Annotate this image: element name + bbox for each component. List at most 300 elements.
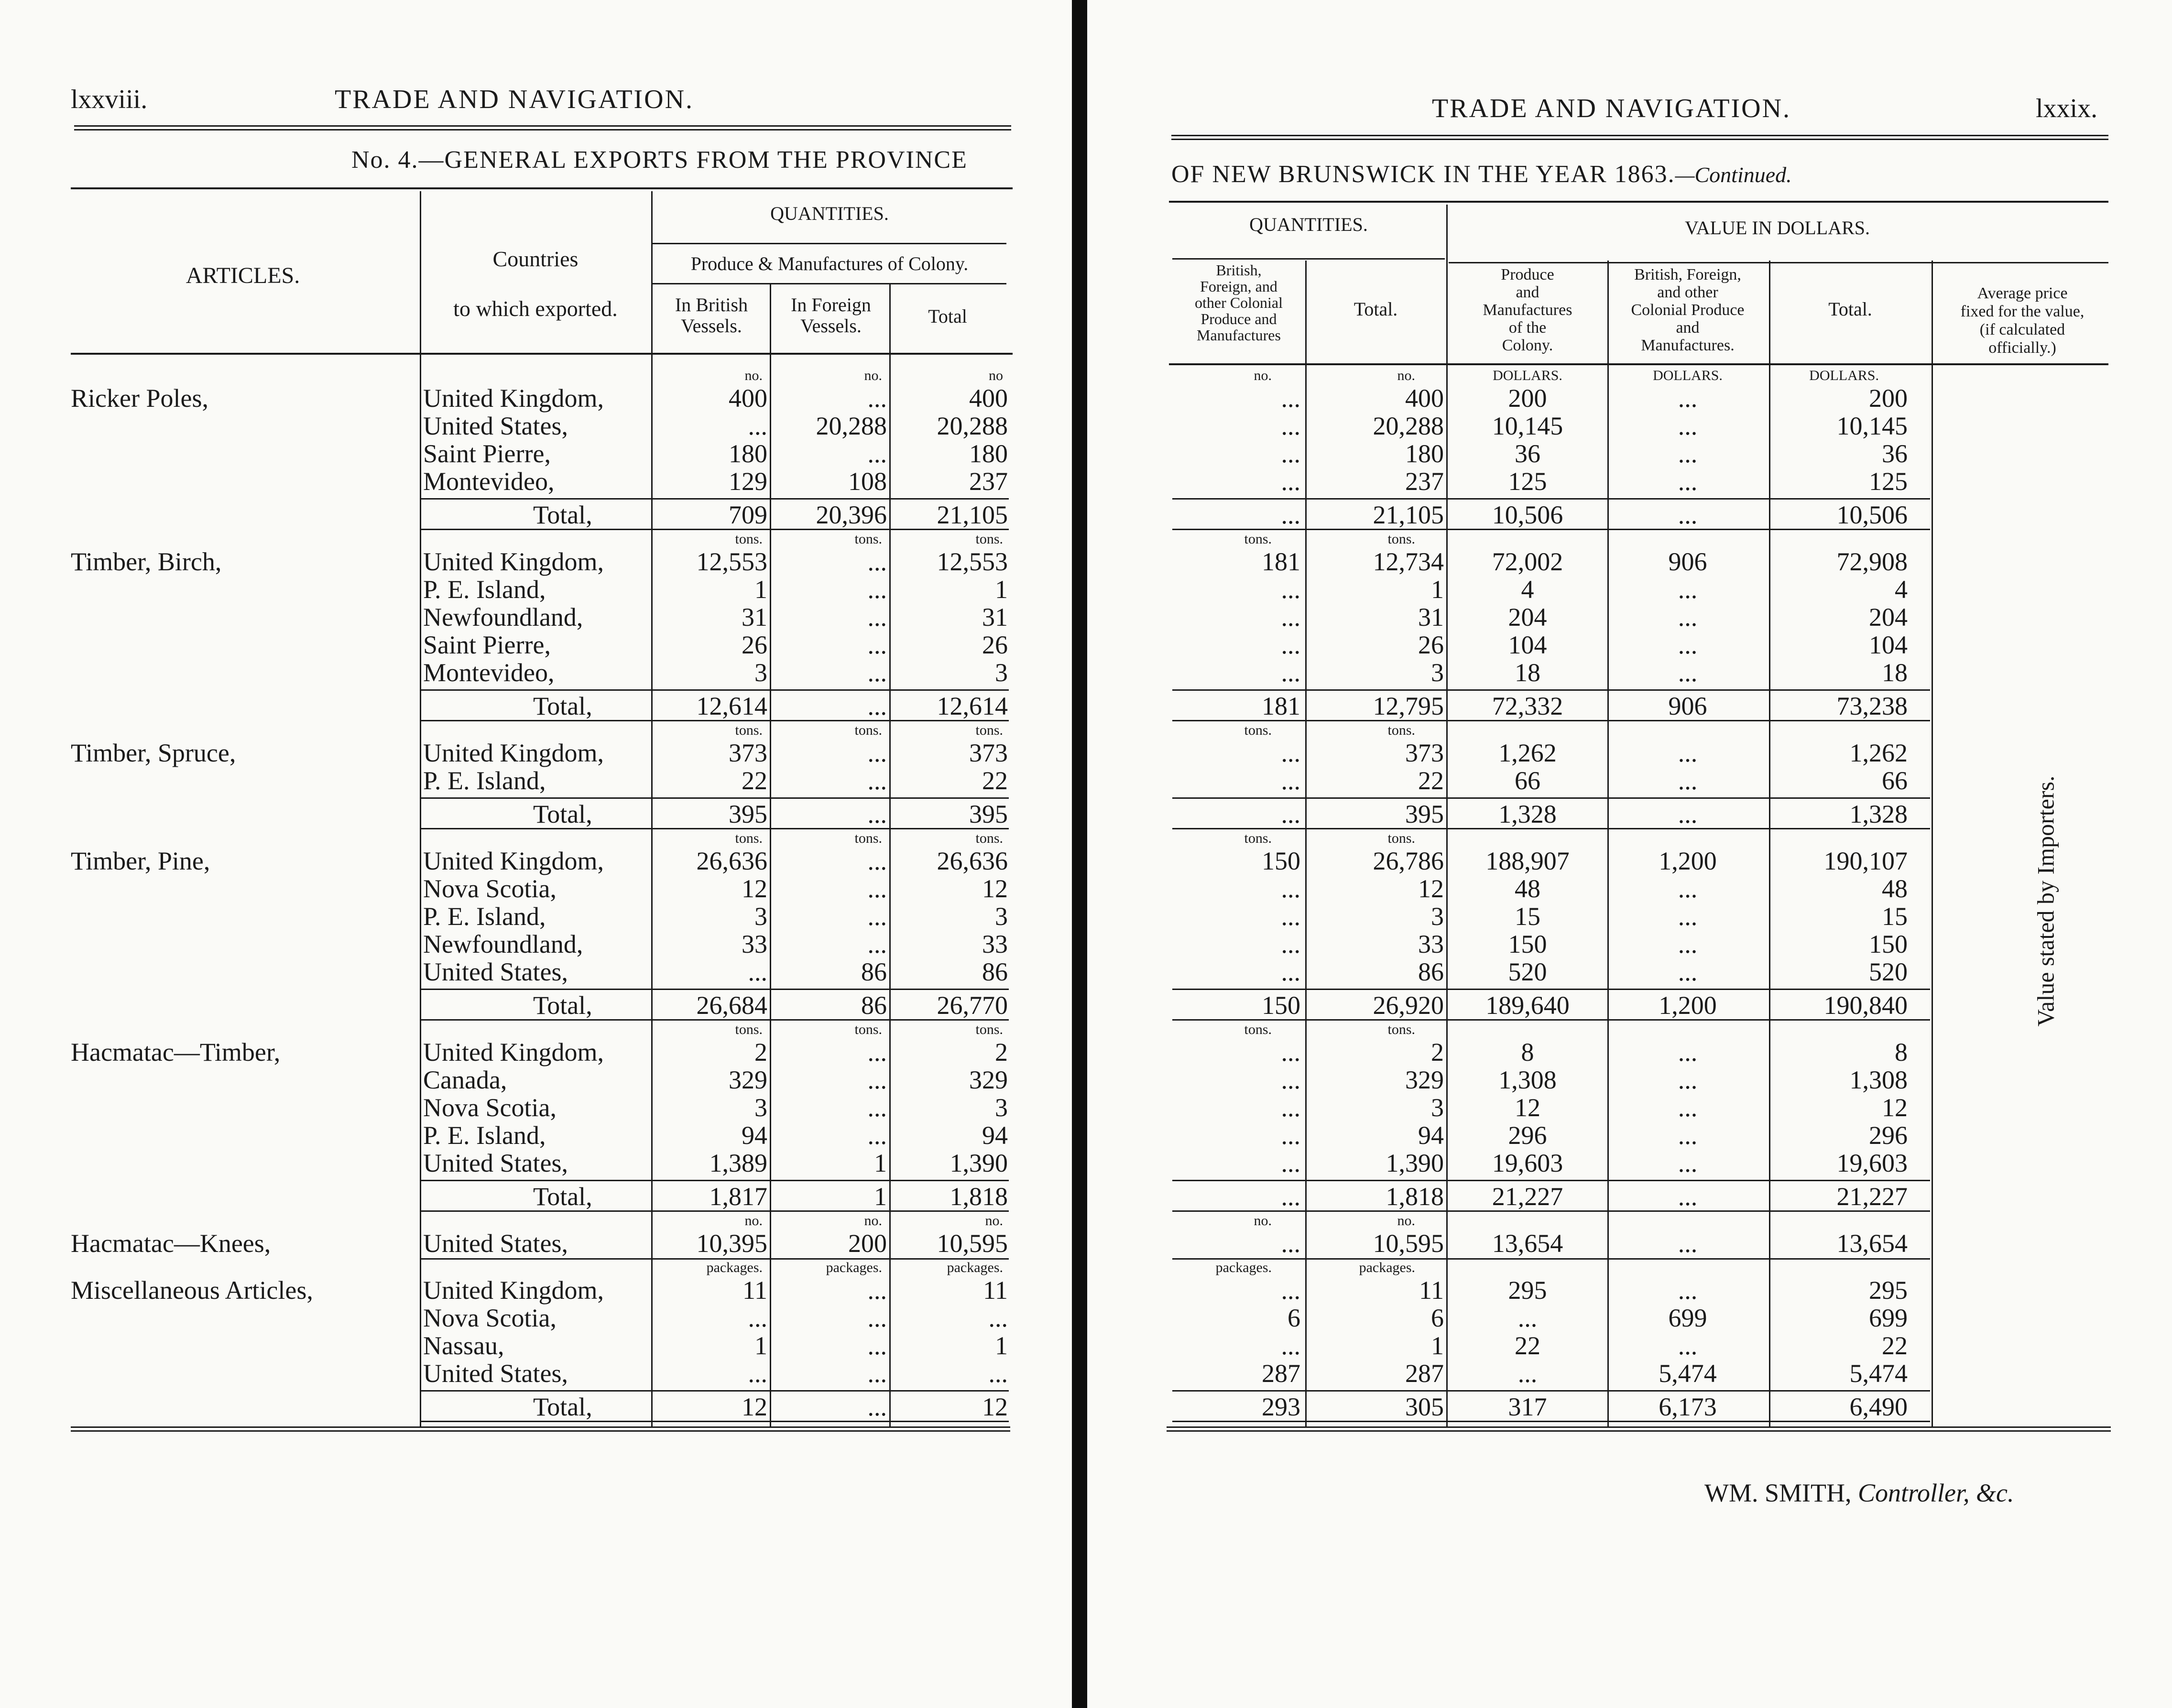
- total-value-cell: 66: [1882, 766, 1908, 795]
- total-rule-right: [1172, 1390, 1930, 1392]
- bfo-value-cell: ...: [1678, 631, 1698, 659]
- unit-right-tq: tons.: [1387, 830, 1415, 846]
- bfo-value-cell: ...: [1678, 902, 1698, 931]
- bfo-value-total: ...: [1678, 1182, 1698, 1211]
- bf-cell: 150: [1262, 847, 1300, 875]
- foreign-cell: ...: [867, 766, 887, 795]
- foreign-cell: ...: [867, 547, 887, 576]
- total-rule-bottom-right: [1172, 1210, 1930, 1212]
- foreign-total: ...: [867, 692, 887, 720]
- total-q-cell: 12: [1418, 874, 1444, 903]
- total-q-cell: 6: [1431, 1304, 1444, 1332]
- bfo-value-cell: ...: [1678, 1121, 1698, 1150]
- total-label: Total,: [533, 692, 592, 720]
- country-cell: Canada,: [423, 1066, 507, 1094]
- unit-left-total: no.: [985, 1213, 1003, 1229]
- total-value-cell: 125: [1869, 467, 1908, 496]
- total-q-cell: 86: [1418, 957, 1444, 986]
- british-total: 709: [729, 500, 767, 529]
- foreign-cell: ...: [867, 631, 887, 659]
- total-cell: 329: [969, 1066, 1008, 1094]
- caption-right-text: OF NEW BRUNSWICK IN THE YEAR 1863.: [1171, 161, 1675, 188]
- total-q-cell: 373: [1405, 739, 1444, 767]
- unit-left-total: no: [989, 368, 1003, 383]
- total-cell: 26: [982, 631, 1008, 659]
- total-q-cell: 31: [1418, 603, 1444, 631]
- bf-cell: ...: [1281, 1276, 1300, 1305]
- total-rule-right: [1172, 498, 1930, 500]
- bfo-value-cell: ...: [1678, 1093, 1698, 1122]
- total-rule-bottom-left: [421, 1210, 1009, 1212]
- produce-value-cell: ...: [1517, 1304, 1538, 1332]
- header-quantities-right: QUANTITIES.: [1249, 214, 1368, 235]
- total-cell: 94: [982, 1121, 1008, 1150]
- total-q-cell: 12,734: [1373, 547, 1444, 576]
- total-label: Total,: [533, 500, 592, 529]
- british-cell: 26: [742, 631, 767, 659]
- total-value-cell: 520: [1869, 957, 1908, 986]
- bf-cell: ...: [1281, 384, 1300, 413]
- british-total: 12: [742, 1393, 767, 1421]
- foreign-cell: ...: [867, 1093, 887, 1122]
- british-cell: 2: [754, 1038, 767, 1066]
- bf-total: 150: [1262, 991, 1300, 1020]
- bfo-value-cell: 906: [1668, 547, 1707, 576]
- unit-left-total: tons.: [975, 531, 1003, 547]
- total-value-total: 73,238: [1836, 692, 1908, 720]
- country-cell: Nova Scotia,: [423, 874, 557, 903]
- foreign-cell: 20,288: [816, 412, 887, 440]
- british-cell: 373: [729, 739, 767, 767]
- british-cell: 11: [742, 1276, 767, 1305]
- column-rule-right-2: [1607, 261, 1609, 1426]
- total-cell: 26,636: [937, 847, 1008, 875]
- header-produce-r-l4: of the: [1508, 319, 1547, 337]
- country-cell: United States,: [423, 1359, 568, 1388]
- unit-left-british: tons.: [735, 722, 763, 738]
- article-name: Timber, Spruce,: [71, 739, 236, 767]
- bf-cell: ...: [1281, 1229, 1300, 1258]
- produce-value-cell: 13,654: [1492, 1229, 1563, 1258]
- caption-left: No. 4.—GENERAL EXPORTS FROM THE PROVINCE: [351, 146, 968, 174]
- bf-cell: ...: [1281, 930, 1300, 958]
- total-rule-bottom-left: [421, 828, 1009, 829]
- unit-left-total: tons.: [975, 830, 1003, 846]
- foreign-total: ...: [867, 1393, 887, 1421]
- total-rule-right: [1172, 1180, 1930, 1181]
- total-cell: 1: [995, 1331, 1008, 1360]
- total-cell: ...: [988, 1359, 1008, 1388]
- bf-cell: ...: [1281, 1149, 1300, 1177]
- total-q-cell: 3: [1431, 1093, 1444, 1122]
- total-q-cell: 11: [1419, 1276, 1444, 1305]
- country-cell: Nassau,: [423, 1331, 504, 1360]
- british-cell: 10,395: [696, 1229, 767, 1258]
- header-avg-l2: fixed for the value,: [1960, 303, 2085, 320]
- bfo-value-total: 6,173: [1659, 1393, 1717, 1421]
- british-cell: 1: [754, 575, 767, 604]
- total-q-cell: 3: [1431, 902, 1444, 931]
- header-foreign-l1: In Foreign: [791, 294, 871, 315]
- produce-value-cell: 22: [1515, 1331, 1540, 1360]
- table-top-rule-right: [1169, 201, 2108, 203]
- grand-total: 395: [969, 800, 1008, 828]
- article-name: Miscellaneous Articles,: [71, 1276, 313, 1305]
- header-total-v: Total.: [1828, 298, 1872, 320]
- produce-value-cell: 204: [1508, 603, 1547, 631]
- british-cell: 329: [729, 1066, 767, 1094]
- unit-left-foreign: tons.: [854, 830, 882, 846]
- produce-value-cell: 104: [1508, 631, 1547, 659]
- header-countries-l2: to which exported.: [453, 296, 618, 321]
- unit-right-bf: packages.: [1215, 1260, 1272, 1275]
- column-rule-left-0: [420, 191, 421, 1426]
- country-cell: United Kingdom,: [423, 847, 604, 875]
- bfo-value-cell: 1,200: [1659, 847, 1717, 875]
- total-cell: 1,390: [950, 1149, 1008, 1177]
- produce-value-cell: 150: [1508, 930, 1547, 958]
- total-value-cell: 204: [1869, 603, 1908, 631]
- country-cell: Newfoundland,: [423, 603, 583, 631]
- british-cell: 12: [742, 874, 767, 903]
- british-cell: 33: [742, 930, 767, 958]
- total-value-total: 21,227: [1836, 1182, 1908, 1211]
- running-head-left: TRADE AND NAVIGATION.: [335, 85, 694, 114]
- total-q-cell: 94: [1418, 1121, 1444, 1150]
- bf-cell: ...: [1281, 1121, 1300, 1150]
- total-rule-left: [421, 689, 1009, 691]
- table-end-rule-left: [71, 1426, 1010, 1432]
- total-rule-right: [1172, 689, 1930, 691]
- produce-value-cell: 200: [1508, 384, 1547, 413]
- header-avg-l3: (if calculated: [1979, 321, 2065, 338]
- total-rule-bottom-right: [1172, 529, 1930, 530]
- bf-cell: ...: [1281, 902, 1300, 931]
- caption-continued: —Continued.: [1675, 163, 1792, 187]
- produce-value-cell: 8: [1521, 1038, 1534, 1066]
- produce-value-cell: 1,262: [1498, 739, 1557, 767]
- bf-cell: ...: [1281, 467, 1300, 496]
- bf-cell: 181: [1262, 547, 1300, 576]
- bfo-value-total: ...: [1678, 800, 1698, 828]
- total-q-cell: 287: [1405, 1359, 1444, 1388]
- total-value-cell: 48: [1882, 874, 1908, 903]
- side-note: Value stated by Importers.: [2032, 775, 2059, 1027]
- british-cell: ...: [748, 1359, 767, 1388]
- foreign-cell: ...: [867, 1331, 887, 1360]
- table-top-rule-left: [71, 187, 1013, 189]
- british-cell: 31: [742, 603, 767, 631]
- bf-total: 293: [1262, 1393, 1300, 1421]
- country-cell: Newfoundland,: [423, 930, 583, 958]
- grand-total: 21,105: [937, 500, 1008, 529]
- unit-right-tq: tons.: [1387, 531, 1415, 547]
- total-q-cell: 180: [1405, 439, 1444, 468]
- country-cell: United Kingdom,: [423, 739, 604, 767]
- bfo-value-cell: ...: [1678, 384, 1698, 413]
- total-cell: 12: [982, 874, 1008, 903]
- foreign-cell: 108: [848, 467, 887, 496]
- produce-value-cell: 125: [1508, 467, 1547, 496]
- header-bfo-l5: Manufactures.: [1641, 337, 1735, 354]
- produce-value-cell: 4: [1521, 575, 1534, 604]
- unit-right-bf: no.: [1254, 368, 1272, 383]
- total-rule-bottom-left: [421, 720, 1009, 721]
- total-value-total: 6,490: [1849, 1393, 1908, 1421]
- total-cell: ...: [988, 1304, 1008, 1332]
- foreign-cell: ...: [867, 575, 887, 604]
- total-q-total: 1,818: [1386, 1182, 1444, 1211]
- foreign-total: 86: [861, 991, 887, 1020]
- header-foreign-l2: Vessels.: [800, 315, 862, 337]
- country-cell: Montevideo,: [423, 467, 555, 496]
- country-cell: United States,: [423, 412, 568, 440]
- bf-cell: ...: [1281, 575, 1300, 604]
- foreign-cell: ...: [867, 384, 887, 413]
- header-bfo: [1609, 266, 1767, 354]
- foreign-cell: 86: [861, 957, 887, 986]
- foreign-cell: ...: [867, 439, 887, 468]
- country-cell: P. E. Island,: [423, 766, 546, 795]
- produce-value-cell: 296: [1508, 1121, 1547, 1150]
- total-rule-left: [421, 1390, 1009, 1392]
- total-value-cell: 15: [1882, 902, 1908, 931]
- unit-left-foreign: no.: [864, 1213, 882, 1229]
- country-cell: Saint Pierre,: [423, 439, 551, 468]
- bf-total: ...: [1281, 500, 1300, 529]
- total-rule-bottom-left: [421, 529, 1009, 530]
- total-cell: 86: [982, 957, 1008, 986]
- column-rule-left-3: [889, 283, 891, 1426]
- produce-value-total: 1,328: [1498, 800, 1557, 828]
- unit-right-bfo: DOLLARS.: [1653, 368, 1723, 383]
- header-bf-l1: British,: [1216, 261, 1262, 279]
- total-label: Total,: [533, 1182, 592, 1211]
- bfo-value-cell: ...: [1678, 1038, 1698, 1066]
- unit-right-prod: DOLLARS.: [1493, 368, 1562, 383]
- signature-name: WM. SMITH,: [1704, 1479, 1852, 1507]
- bfo-value-cell: ...: [1678, 603, 1698, 631]
- foreign-cell: ...: [867, 739, 887, 767]
- bf-cell: ...: [1281, 957, 1300, 986]
- total-value-total: 190,840: [1823, 991, 1908, 1020]
- foreign-cell: ...: [867, 1066, 887, 1094]
- total-q-cell: 3: [1431, 658, 1444, 687]
- bfo-value-cell: ...: [1678, 1149, 1698, 1177]
- country-cell: United States,: [423, 1229, 568, 1258]
- produce-value-cell: ...: [1517, 1359, 1538, 1388]
- total-q-total: 26,920: [1373, 991, 1444, 1020]
- produce-value-cell: 295: [1508, 1276, 1547, 1305]
- total-label: Total,: [533, 991, 592, 1020]
- header-bfo-l3: Colonial Produce: [1631, 301, 1745, 319]
- grand-total: 26,770: [937, 991, 1008, 1020]
- total-q-total: 12,795: [1373, 692, 1444, 720]
- total-value-cell: 72,908: [1836, 547, 1908, 576]
- total-q-cell: 1: [1431, 575, 1444, 604]
- total-cell: 2: [995, 1038, 1008, 1066]
- signature-title: Controller, &c.: [1858, 1479, 2014, 1507]
- total-rule-right: [1172, 797, 1930, 799]
- foreign-cell: ...: [867, 1359, 887, 1388]
- grand-total: 1,818: [950, 1182, 1008, 1211]
- british-total: 26,684: [696, 991, 767, 1020]
- article-name: Ricker Poles,: [71, 384, 208, 413]
- total-rule-bottom-right: [1172, 828, 1930, 829]
- bfo-value-cell: ...: [1678, 658, 1698, 687]
- bf-cell: ...: [1281, 1093, 1300, 1122]
- header-produce-r-l3: Manufactures: [1483, 301, 1572, 319]
- unit-right-tq: no.: [1397, 368, 1415, 383]
- rule-q-left: [653, 243, 1006, 244]
- total-value-cell: 10,145: [1836, 412, 1908, 440]
- british-cell: 129: [729, 467, 767, 496]
- bfo-value-total: ...: [1678, 500, 1698, 529]
- bf-cell: ...: [1281, 412, 1300, 440]
- total-rule-bottom-right: [1172, 1019, 1930, 1021]
- foreign-total: 20,396: [816, 500, 887, 529]
- total-value-cell: 8: [1895, 1038, 1908, 1066]
- total-value-cell: 1,308: [1849, 1066, 1908, 1094]
- british-cell: 3: [754, 902, 767, 931]
- bfo-value-cell: ...: [1678, 467, 1698, 496]
- foreign-cell: ...: [867, 1304, 887, 1332]
- produce-value-cell: 1,308: [1498, 1066, 1557, 1094]
- country-cell: United Kingdom,: [423, 384, 604, 413]
- total-value-cell: 19,603: [1836, 1149, 1908, 1177]
- header-avg-l1: Average price: [1977, 284, 2068, 302]
- country-cell: United Kingdom,: [423, 1038, 604, 1066]
- unit-left-total: tons.: [975, 722, 1003, 738]
- total-value-total: 1,328: [1849, 800, 1908, 828]
- total-rule-left: [421, 797, 1009, 799]
- total-value-cell: 22: [1882, 1331, 1908, 1360]
- foreign-cell: ...: [867, 1121, 887, 1150]
- total-value-cell: 13,654: [1836, 1229, 1908, 1258]
- total-cell: 12,553: [937, 547, 1008, 576]
- produce-value-cell: 10,145: [1492, 412, 1563, 440]
- total-value-total: 10,506: [1836, 500, 1908, 529]
- british-cell: 94: [742, 1121, 767, 1150]
- column-rule-right-4: [1932, 261, 1933, 1426]
- header-articles: ARTICLES.: [186, 263, 300, 288]
- rule-v: [1449, 262, 2108, 263]
- unit-left-foreign: packages.: [826, 1260, 882, 1275]
- produce-value-cell: 72,002: [1492, 547, 1563, 576]
- total-cell: 373: [969, 739, 1008, 767]
- british-cell: 3: [754, 1093, 767, 1122]
- column-rule-right-0: [1305, 261, 1307, 1426]
- header-bfo-l4: and: [1676, 319, 1700, 337]
- bfo-value-cell: ...: [1678, 1066, 1698, 1094]
- unit-left-foreign: tons.: [854, 722, 882, 738]
- total-value-cell: 295: [1869, 1276, 1908, 1305]
- total-rule-bottom-right: [1172, 720, 1930, 721]
- foreign-cell: ...: [867, 1038, 887, 1066]
- produce-value-total: 189,640: [1485, 991, 1570, 1020]
- running-head-right: TRADE AND NAVIGATION.: [1432, 94, 1791, 123]
- british-cell: 400: [729, 384, 767, 413]
- foreign-cell: ...: [867, 603, 887, 631]
- british-cell: 3: [754, 658, 767, 687]
- bfo-value-cell: ...: [1678, 766, 1698, 795]
- foreign-cell: ...: [867, 1276, 887, 1305]
- produce-value-total: 10,506: [1492, 500, 1563, 529]
- header-bf: [1172, 262, 1305, 343]
- country-cell: Saint Pierre,: [423, 631, 551, 659]
- total-cell: 3: [995, 658, 1008, 687]
- total-q-cell: 2: [1431, 1038, 1444, 1066]
- total-q-cell: 237: [1405, 467, 1444, 496]
- total-q-cell: 1: [1431, 1331, 1444, 1360]
- page-number-left: lxxviii.: [71, 85, 148, 114]
- unit-right-tv: DOLLARS.: [1809, 368, 1879, 383]
- unit-right-tq: tons.: [1387, 1022, 1415, 1037]
- bfo-value-cell: ...: [1678, 1229, 1698, 1258]
- bfo-value-total: 1,200: [1659, 991, 1717, 1020]
- bf-total: ...: [1281, 800, 1300, 828]
- bfo-value-cell: 699: [1668, 1304, 1707, 1332]
- produce-value-cell: 19,603: [1492, 1149, 1563, 1177]
- produce-value-cell: 36: [1515, 439, 1540, 468]
- foreign-total: 1: [874, 1182, 887, 1211]
- bfo-value-cell: ...: [1678, 874, 1698, 903]
- total-q-cell: 26,786: [1373, 847, 1444, 875]
- side-note-container: [2026, 727, 2064, 1076]
- bfo-value-cell: ...: [1678, 439, 1698, 468]
- table-end-rule-right: [1167, 1426, 2111, 1432]
- bfo-value-cell: ...: [1678, 1276, 1698, 1305]
- unit-left-foreign: tons.: [854, 1022, 882, 1037]
- total-q-cell: 400: [1405, 384, 1444, 413]
- total-q-total: 21,105: [1373, 500, 1444, 529]
- country-cell: United Kingdom,: [423, 1276, 604, 1305]
- total-cell: 20,288: [937, 412, 1008, 440]
- total-rule-bottom-left: [421, 1421, 1009, 1422]
- unit-left-british: tons.: [735, 1022, 763, 1037]
- country-cell: Montevideo,: [423, 658, 555, 687]
- header-bf-l4: Produce and: [1201, 310, 1277, 327]
- british-cell: ...: [748, 1304, 767, 1332]
- article-name: Hacmatac—Timber,: [71, 1038, 281, 1066]
- header-produce-right: [1449, 266, 1606, 354]
- header-bottom-rule-right: [1169, 363, 2108, 365]
- produce-value-cell: 520: [1508, 957, 1547, 986]
- total-value-cell: 36: [1882, 439, 1908, 468]
- country-cell: P. E. Island,: [423, 902, 546, 931]
- total-q-cell: 20,288: [1373, 412, 1444, 440]
- foreign-cell: 1: [874, 1149, 887, 1177]
- header-countries-l1: Countries: [492, 247, 578, 271]
- total-value-cell: 4: [1895, 575, 1908, 604]
- bfo-value-cell: ...: [1678, 1331, 1698, 1360]
- total-q-cell: 22: [1418, 766, 1444, 795]
- total-q-total: 395: [1405, 800, 1444, 828]
- british-total: 12,614: [696, 692, 767, 720]
- bf-cell: ...: [1281, 631, 1300, 659]
- header-produce-left: Produce & Manufactures of Colony.: [690, 253, 969, 274]
- header-avg: [1934, 284, 2111, 357]
- total-rule-left: [421, 989, 1009, 990]
- column-rule-left-2: [770, 283, 771, 1426]
- header-total-q: Total.: [1353, 298, 1398, 320]
- total-value-cell: 18: [1882, 658, 1908, 687]
- total-cell: 33: [982, 930, 1008, 958]
- total-q-cell: 1,390: [1386, 1149, 1444, 1177]
- group-rule-right: [1172, 1258, 1930, 1260]
- bf-cell: ...: [1281, 1038, 1300, 1066]
- total-cell: 237: [969, 467, 1008, 496]
